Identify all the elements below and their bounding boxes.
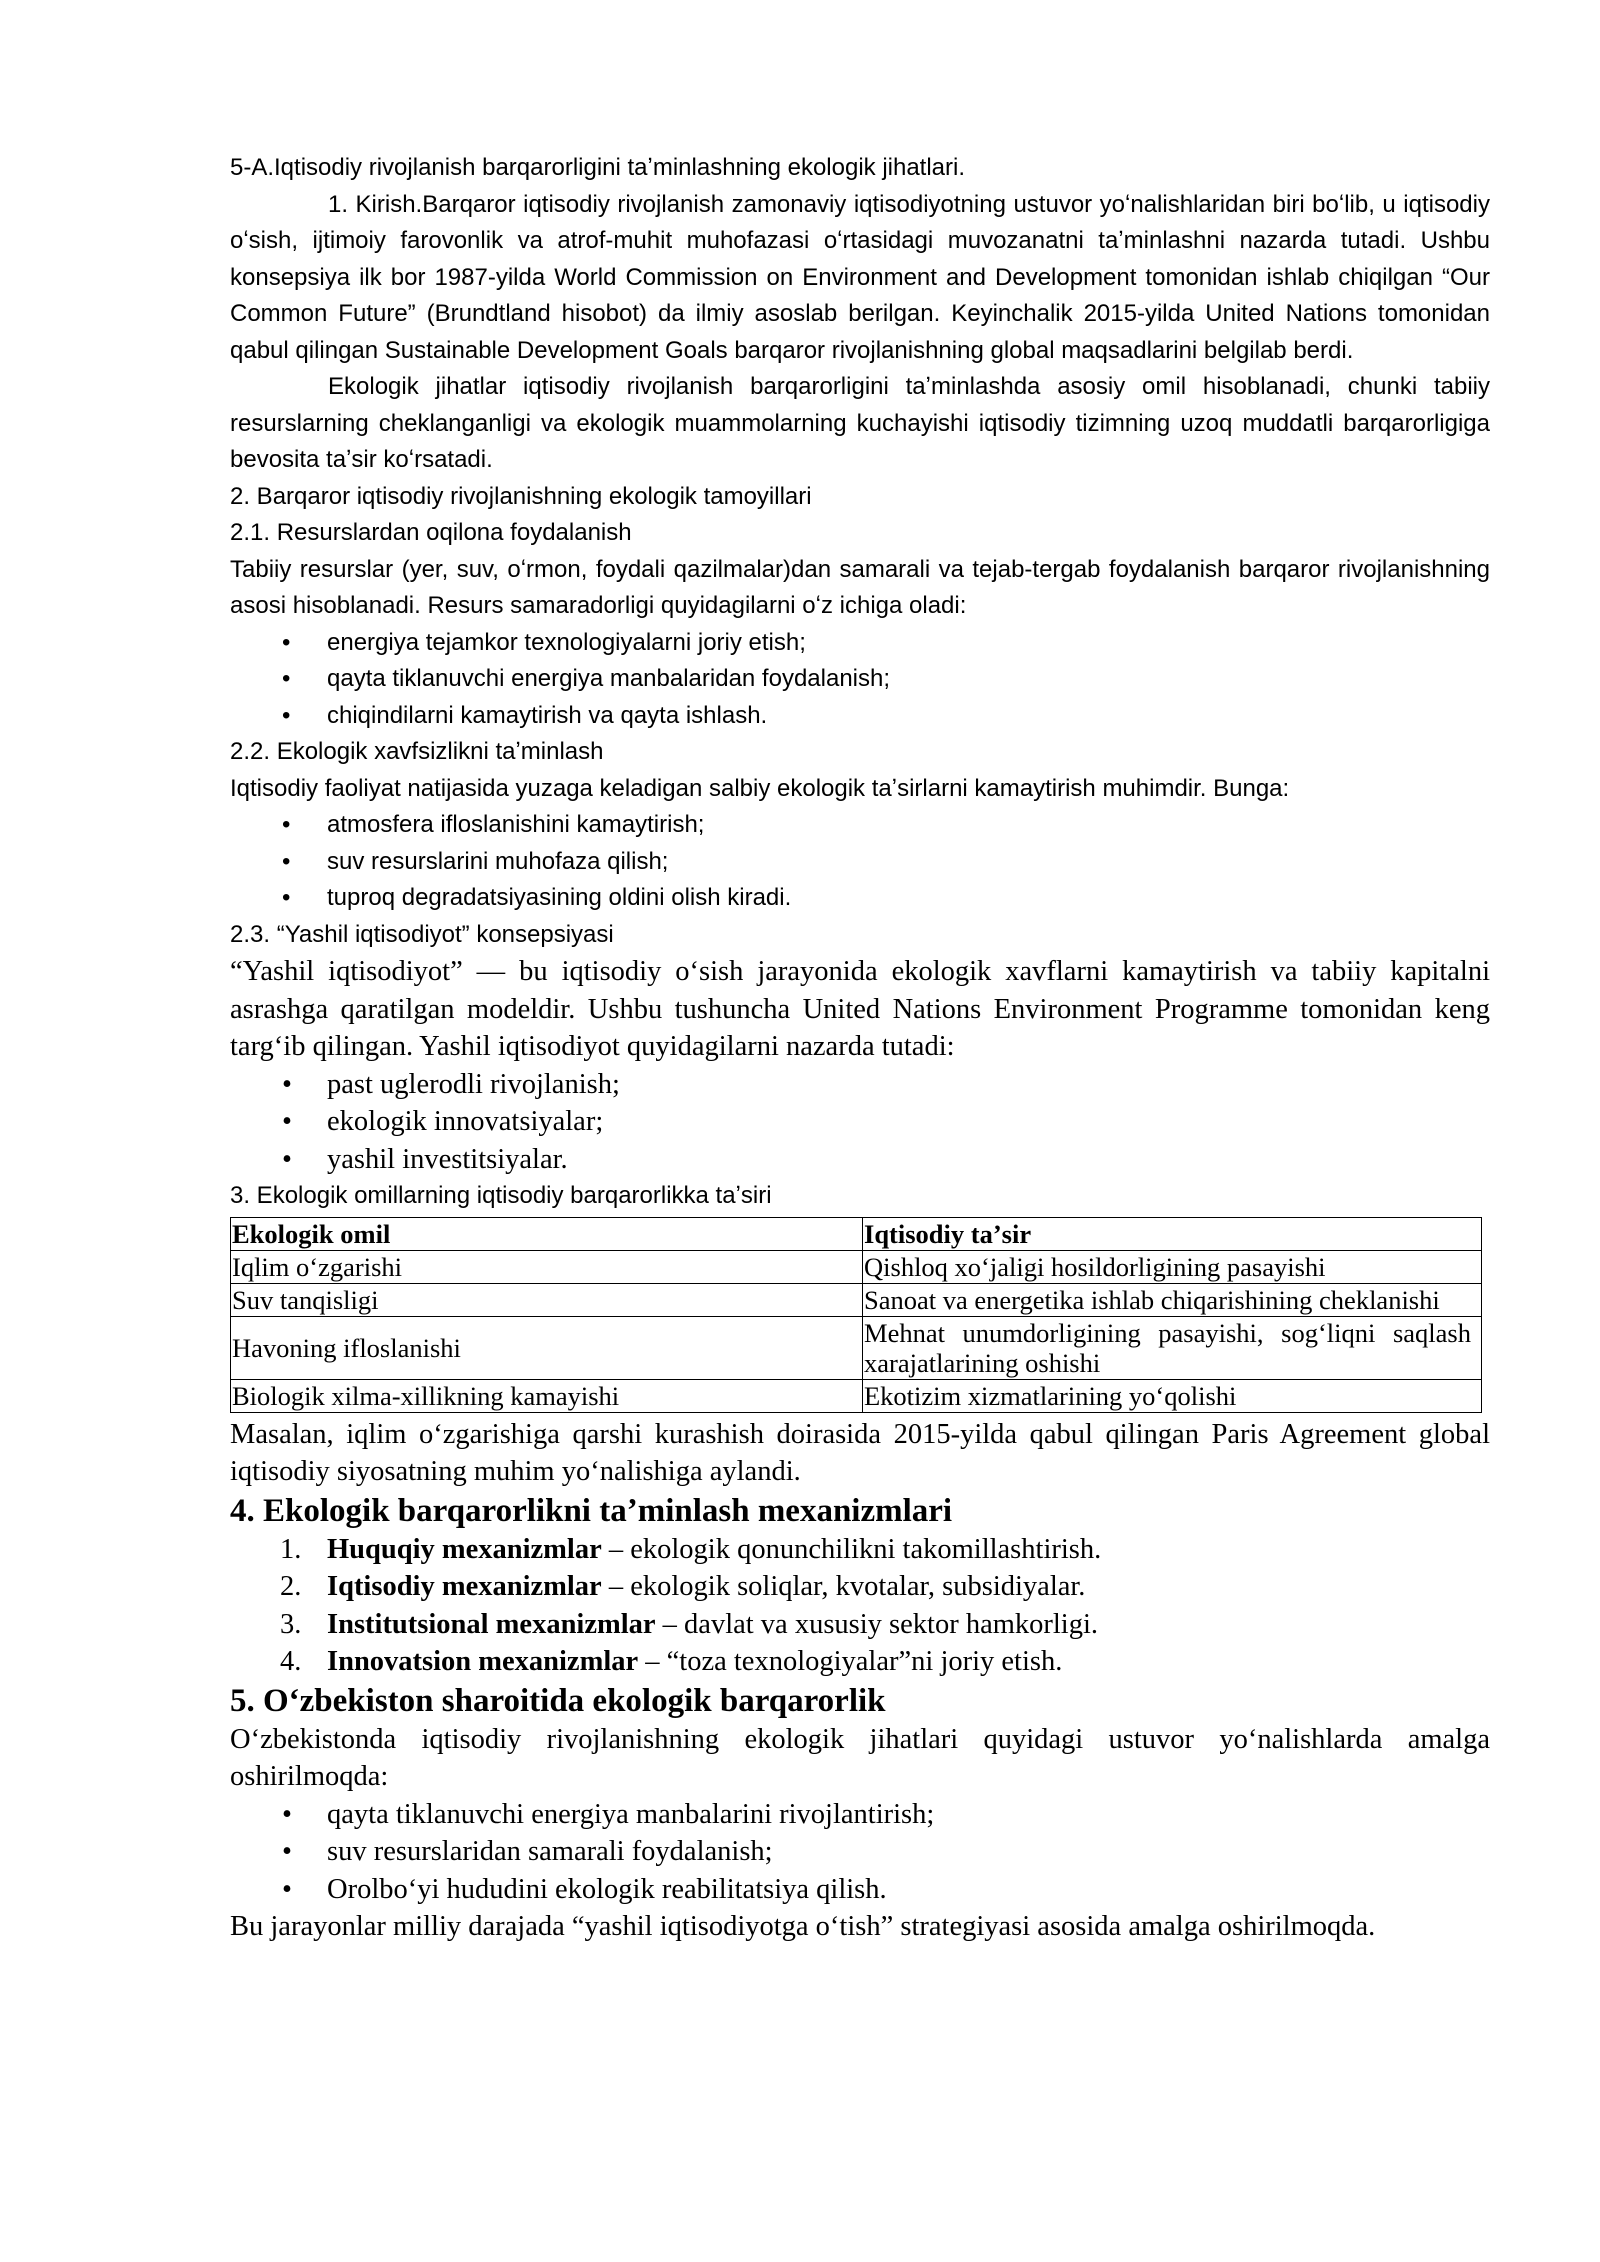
table-header-cell: Iqtisodiy taʼsir (863, 1217, 1482, 1250)
mechanism-description: – davlat va xususiy sektor hamkorligi. (655, 1608, 1099, 1640)
section-2-2-heading: 2.2. Ekologik xavfsizlikni taʼminlash (230, 738, 604, 765)
mechanism-name: Institutsional mexanizmlar (327, 1608, 656, 1640)
section-3-heading: 3. Ekologik omillarning iqtisodiy barqarorlikka taʼsiri (230, 1182, 772, 1209)
section-2-heading: 2. Barqaror iqtisodiy rivojlanishning ekologik tamoyillari (230, 482, 812, 510)
list-item: • suv resurslarini muhofaza qilish; (230, 844, 1490, 881)
list-item: • atmosfera ifloslanishini kamaytirish; (230, 807, 1490, 844)
list-number: 1. (280, 1533, 302, 1565)
section-2-1-list (230, 625, 1490, 735)
table-cell: Biologik xilma-xillikning kamayishi (231, 1379, 863, 1412)
table-cell: Suv tanqisligi (231, 1283, 863, 1316)
section-2-3-text: “Yashil iqtisodiyot” — bu iqtisodiy oʻsish jarayonida ekologik xavflarni kamaytirish va tabiiy kapitalni asrashga qaratilgan modeldir. Ushbu tushuncha United Nations Environment Programme tomonidan keng targʻib qilingan. Yashil iqtisodiyot quyidagilarni nazarda tutadi: (230, 956, 1490, 1062)
list-number: 2. (280, 1571, 302, 1602)
list-item: • qayta tiklanuvchi energiya manbalaridan foydalanish; (230, 661, 1490, 698)
list-item: • qayta tiklanuvchi energiya manbalarini rivojlantirish; (230, 1796, 1490, 1834)
section-2-2-text: Iqtisodiy faoliyat natijasida yuzaga keladigan salbiy ekologik taʼsirlarni kamaytirish muhimdir. Bunga: (230, 774, 1290, 802)
mechanism-description: – “toza texnologiyalar”ni joriy etish. (638, 1646, 1063, 1677)
list-item: • past uglerodli rivojlanish; (230, 1066, 1490, 1104)
table-row (231, 1250, 1482, 1283)
table-cell: Ekotizim xizmatlarining yoʻqolishi (863, 1379, 1482, 1412)
list-item (230, 1606, 1490, 1644)
mechanism-description: – ekologik qonunchilikni takomillashtirish. (601, 1533, 1102, 1565)
list-item: • tuproq degradatsiyasining oldini olish kiradi. (230, 880, 1490, 917)
section-4-list (230, 1531, 1490, 1681)
list-item: • ekologik innovatsiyalar; (230, 1103, 1490, 1141)
section-2-3-heading: 2.3. “Yashil iqtisodiyot” konsepsiyasi (230, 920, 614, 948)
section-2-1-heading: 2.1. Resurslardan oqilona foydalanish (230, 519, 632, 546)
table-row (231, 1316, 1482, 1379)
list-item (230, 1643, 1490, 1681)
section-2-3-list (230, 1066, 1490, 1179)
section-2-1-text: Tabiiy resurslar (yer, suv, oʻrmon, foydali qazilmalar)dan samarali va tejab-tergab foydalanish barqaror rivojlanishning asosi hisoblanadi. Resurs samaradorligi quyidagilarni oʻz ichiga oladi: (230, 555, 1490, 619)
mechanism-description: – ekologik soliqlar, kvotalar, subsidiyalar. (601, 1571, 1086, 1602)
section-5-list (230, 1796, 1490, 1909)
document-page (230, 150, 1490, 1946)
list-item: • suv resurslaridan samarali foydalanish; (230, 1833, 1490, 1871)
mechanism-name: Huquqiy mexanizmlar (327, 1533, 602, 1565)
table-cell: Iqlim oʻzgarishi (231, 1250, 863, 1283)
table-row (231, 1379, 1482, 1412)
section-4-heading: 4. Ekologik barqarorlikni taʼminlash mexanizmlari (230, 1492, 953, 1529)
table-cell: Havoning ifloslanishi (231, 1316, 863, 1379)
list-number: 4. (280, 1646, 302, 1677)
table-cell: Mehnat unumdorligining pasayishi, sogʻliqni saqlash xarajatlarining oshishi (863, 1316, 1482, 1379)
section-5-heading: 5. Oʻzbekiston sharoitida ekologik barqarorlik (230, 1682, 886, 1719)
table-header-cell: Ekologik omil (231, 1217, 863, 1250)
list-item: • chiqindilarni kamaytirish va qayta ishlash. (230, 698, 1490, 735)
document-title: 5-A.Iqtisodiy rivojlanish barqarorligini taʼminlashning ekologik jihatlari. (230, 154, 966, 181)
intro-paragraph-2: Ekologik jihatlar iqtisodiy rivojlanish barqarorligini taʼminlashda asosiy omil hisoblanadi, chunki tabiiy resurslarning cheklanganligi va ekologik muammolarning kuchayishi iqtisodiy tizimning uzoq muddatli barqarorligiga bevosita taʼsir koʻrsatadi. (230, 373, 1490, 473)
section-5-closing: Bu jarayonlar milliy darajada “yashil iqtisodiyotga oʻtish” strategiyasi asosida amalga oshirilmoqda. (230, 1911, 1376, 1942)
section-2-2-list (230, 807, 1490, 917)
list-item (230, 1531, 1490, 1569)
section-5-text: Oʻzbekistonda iqtisodiy rivojlanishning ekologik jihatlari quyidagi ustuvor yoʻnalishlarda amalga oshirilmoqda: (230, 1723, 1490, 1792)
list-item (230, 1568, 1490, 1606)
ecological-impact-table (230, 1217, 1482, 1413)
table-cell: Qishloq xoʻjaligi hosildorligining pasayishi (863, 1250, 1482, 1283)
list-item: • yashil investitsiyalar. (230, 1141, 1490, 1179)
table-row (231, 1283, 1482, 1316)
mechanism-name: Iqtisodiy mexanizmlar (327, 1571, 602, 1602)
list-item: • Orolboʻyi hududini ekologik reabilitatsiya qilish. (230, 1871, 1490, 1909)
section-3-note: Masalan, iqlim oʻzgarishiga qarshi kurashish doirasida 2015-yilda qabul qilingan Paris Agreement global iqtisodiy siyosatning muhim yoʻnalishiga aylandi. (230, 1418, 1490, 1487)
intro-paragraph-1: 1. Kirish.Barqaror iqtisodiy rivojlanish zamonaviy iqtisodiyotning ustuvor yoʻnalishlaridan biri boʻlib, u iqtisodiy oʻsish, ijtimoiy farovonlik va atrof-muhit muhofazasi oʻrtasidagi muvozanatni taʼminlashni nazarda tutadi. Ushbu konsepsiya ilk bor 1987-yilda World Commission on Environment and Development tomonidan ishlab chiqilgan “Our Common Future” (Brundtland hisobot) da ilmiy asoslab berilgan. Keyinchalik 2015-yilda United Nations tomonidan qabul qilingan Sustainable Development Goals barqaror rivojlanishning global maqsadlarini belgilab berdi. (230, 190, 1490, 364)
table-header-row (231, 1217, 1482, 1250)
list-number: 3. (280, 1608, 302, 1640)
list-item: • energiya tejamkor texnologiyalarni joriy etish; (230, 625, 1490, 662)
table-cell: Sanoat va energetika ishlab chiqarishining cheklanishi (863, 1283, 1482, 1316)
mechanism-name: Innovatsion mexanizmlar (327, 1646, 639, 1677)
